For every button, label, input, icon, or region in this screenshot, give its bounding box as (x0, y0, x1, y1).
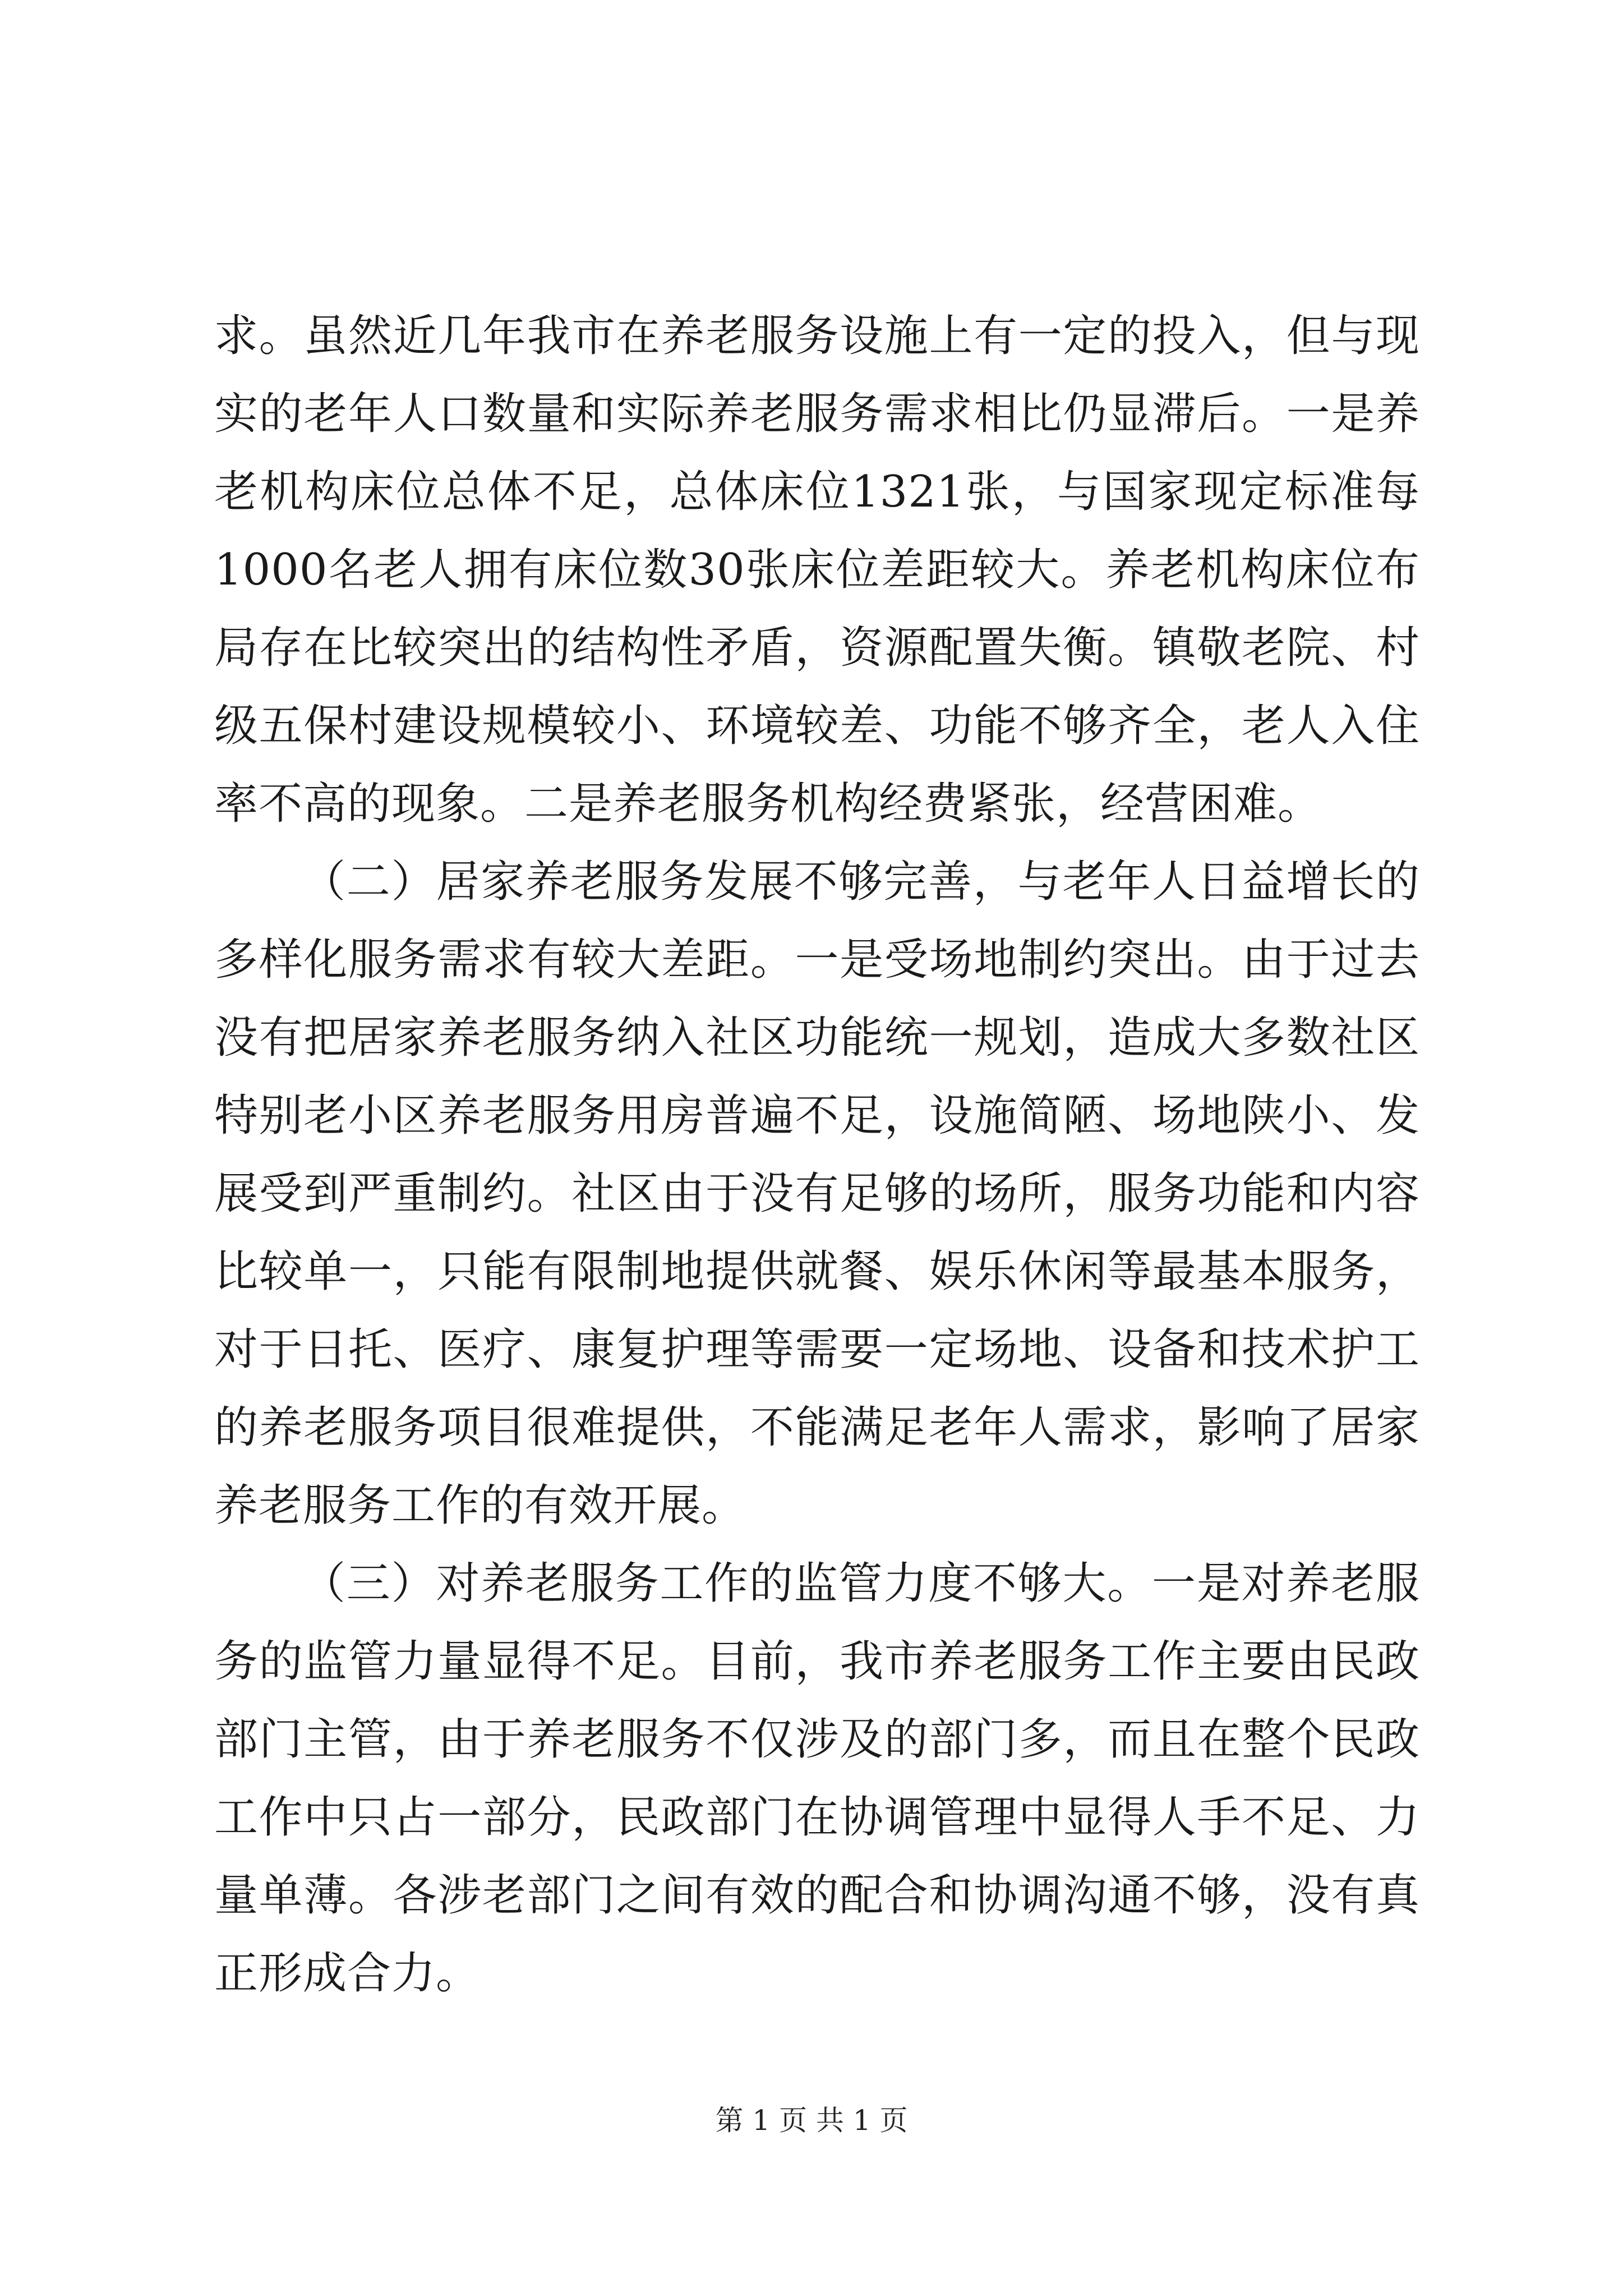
page-footer: 第 1 页 共 1 页 (715, 2104, 908, 2137)
document-body (214, 297, 1420, 2013)
paragraph-2: （二）居家养老服务发展不够完善，与老年人日益增长的多样化服务需求有较大差距。一是受场地制约突出。由于过去没有把居家养老服务纳入社区功能统一规划，造成大多数社区特别老小区养老服务用房普遍不足，设施简陋、场地陕小、发展受到严重制约。社区由于没有足够的场所，服务功能和内容比较单一，只能有限制地提供就餐、娱乐休闲等最基本服务，对于日托、医疗、康复护理等需要一定场地、设备和技术护工的养老服务项目很难提供，不能满足老年人需求，影响了居家养老服务工作的有效开展。 (214, 857, 1420, 1531)
paragraph-3: （三）对养老服务工作的监管力度不够大。一是对养老服务的监管力量显得不足。目前，我市养老服务工作主要由民政部门主管，由于养老服务不仅涉及的部门多，而且在整个民政工作中只占一部分，民政部门在协调管理中显得人手不足、力量单薄。各涉老部门之间有效的配合和协调沟通不够，没有真正形成合力。 (214, 1558, 1420, 1999)
paragraph-1: 求。虽然近几年我市在养老服务设施上有一定的投入，但与现实的老年人口数量和实际养老服务需求相比仍显滞后。一是养老机构床位总体不足，总体床位1321张，与国家现定标准每1000名老人拥有床位数30张床位差距较大。养老机构床位布局存在比较突出的结构性矛盾，资源配置失衡。镇敬老院、村级五保村建设规模较小、环境较差、功能不够齐全，老人入住率不高的现象。二是养老服务机构经费紧张，经营困难。 (214, 311, 1420, 829)
